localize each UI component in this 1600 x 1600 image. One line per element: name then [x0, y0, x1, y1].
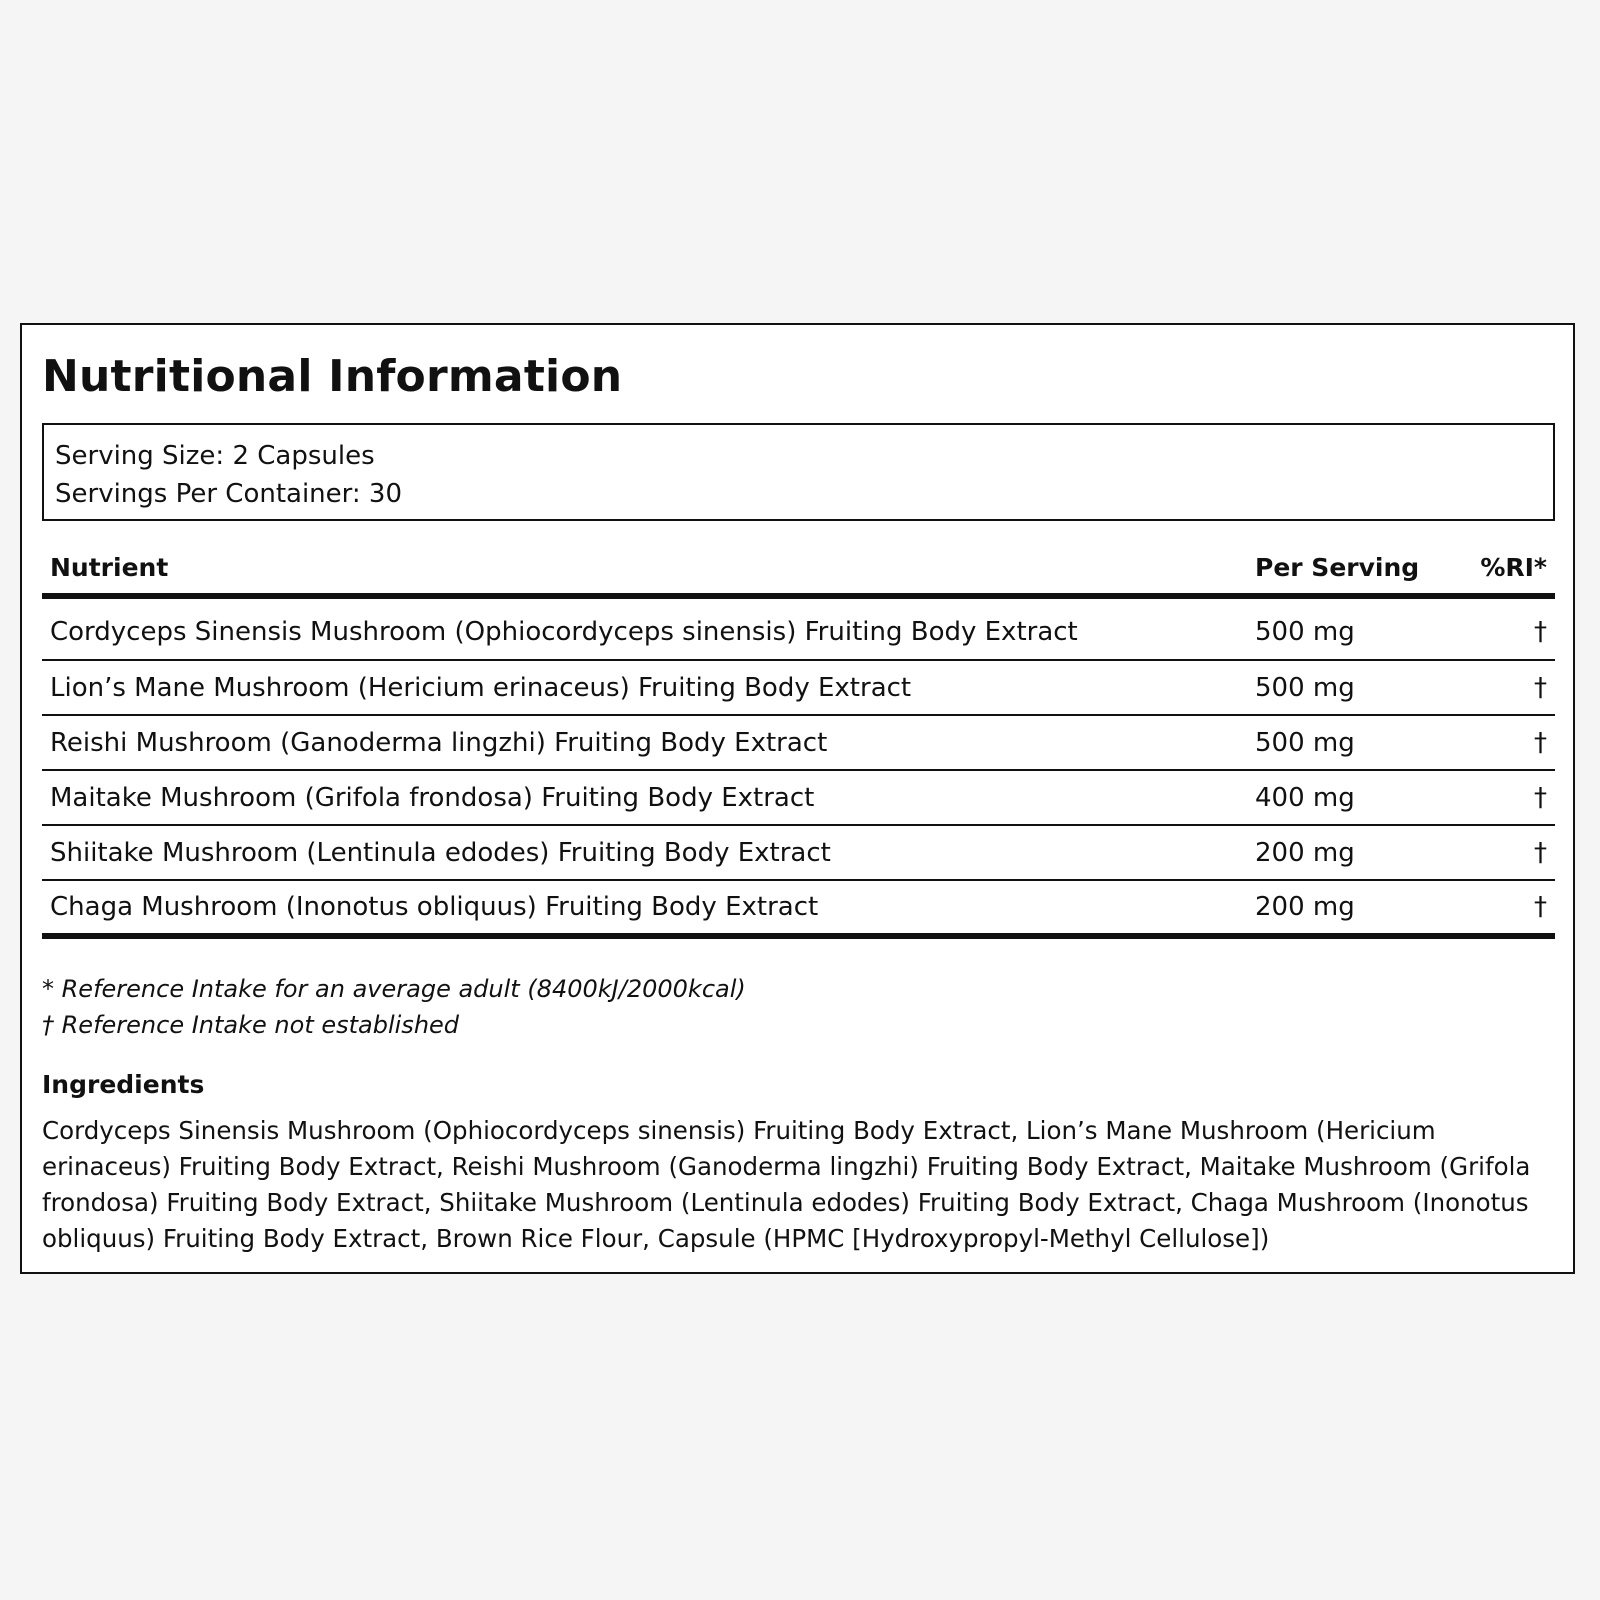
- table-row: [42, 881, 1555, 939]
- header-ri: %RI*: [1480, 552, 1547, 582]
- nutrient-amount: 500 mg: [1255, 617, 1355, 647]
- servings-per-container: Servings Per Container: 30: [55, 479, 403, 509]
- nutrient-name: Chaga Mushroom (Inonotus obliquus) Fruiting Body Extract: [50, 892, 819, 922]
- table-row: [42, 826, 1555, 881]
- ingredients-text: Cordyceps Sinensis Mushroom (Ophiocordyceps sinensis) Fruiting Body Extract, Lion’s Mane Mushroom (Hericium erinaceus) Fruiting Body Extract, Reishi Mushroom (Ganoderma lingzhi) Fruiting Body Extract, Maitake Mushroom (Grifola frondosa) Fruiting Body Extract, Shiitake Mushroom (Lentinula edodes) Fruiting Body Extract, Chaga Mushroom (Inonotus obliquus) Fruiting Body Extract, Brown Rice Flour, Capsule (HPMC [Hydroxypropyl-Methyl Cellulose]): [42, 1116, 1531, 1253]
- ingredients-heading: Ingredients: [42, 1070, 205, 1099]
- nutrient-name: Shiitake Mushroom (Lentinula edodes) Fruiting Body Extract: [50, 837, 831, 868]
- nutrient-ri: †: [1534, 782, 1547, 813]
- nutrient-amount: 200 mg: [1255, 892, 1355, 922]
- serving-info-box: [42, 423, 1555, 521]
- nutrient-ri: †: [1534, 672, 1547, 703]
- nutrient-ri: †: [1534, 727, 1547, 758]
- header-nutrient: Nutrient: [50, 552, 169, 582]
- table-header: [42, 541, 1555, 599]
- footnotes: [42, 971, 746, 1043]
- nutrient-ri: †: [1534, 892, 1547, 922]
- table-row: [42, 661, 1555, 716]
- nutrition-panel: [20, 323, 1575, 1274]
- nutrient-amount: 500 mg: [1255, 672, 1355, 703]
- table-row: [42, 771, 1555, 826]
- nutrient-name: Maitake Mushroom (Grifola frondosa) Fruiting Body Extract: [50, 782, 815, 813]
- header-per-serving: Per Serving: [1255, 552, 1420, 582]
- footnote-not-established: † Reference Intake not established: [42, 1011, 460, 1039]
- nutrient-name: Reishi Mushroom (Ganoderma lingzhi) Fruiting Body Extract: [50, 727, 828, 758]
- nutrient-name: Cordyceps Sinensis Mushroom (Ophiocordyceps sinensis) Fruiting Body Extract: [50, 617, 1078, 647]
- nutrient-name: Lion’s Mane Mushroom (Hericium erinaceus) Fruiting Body Extract: [50, 672, 912, 703]
- nutrient-amount: 200 mg: [1255, 837, 1355, 868]
- nutrient-amount: 500 mg: [1255, 727, 1355, 758]
- panel-title: Nutritional Information: [42, 351, 623, 402]
- nutrient-table: [42, 541, 1555, 939]
- nutrient-ri: †: [1534, 617, 1547, 647]
- footnote-reference-intake: * Reference Intake for an average adult (8400kJ/2000kcal): [42, 975, 746, 1003]
- nutrient-ri: †: [1534, 837, 1547, 868]
- serving-size: Serving Size: 2 Capsules: [55, 441, 375, 471]
- table-row: [42, 716, 1555, 771]
- nutrient-amount: 400 mg: [1255, 782, 1355, 813]
- table-row: [42, 599, 1555, 661]
